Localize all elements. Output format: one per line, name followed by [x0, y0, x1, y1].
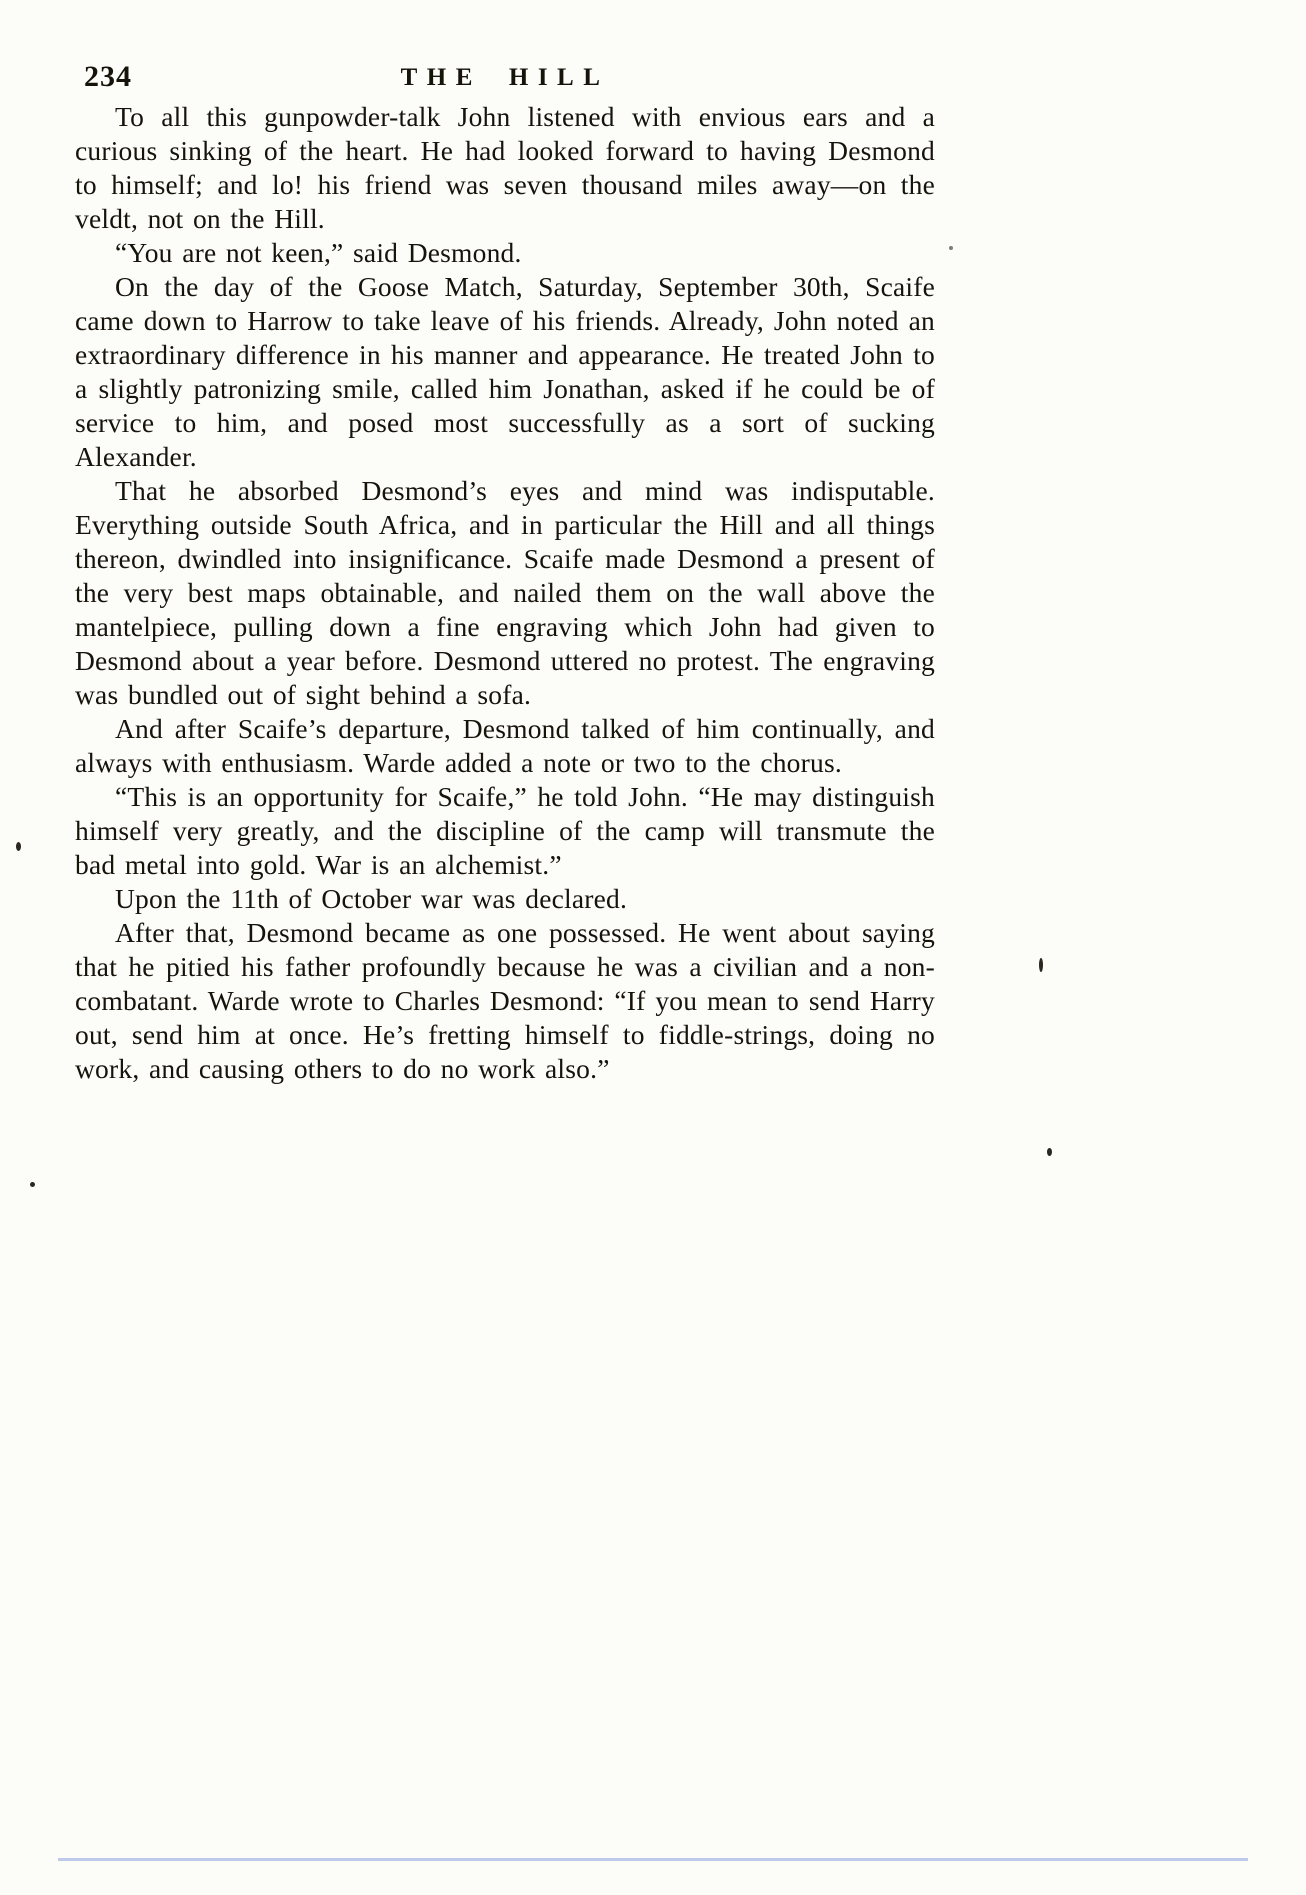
scan-artifact [16, 842, 21, 851]
scan-artifact [1039, 958, 1043, 972]
scan-artifact [30, 1182, 35, 1187]
paragraph: That he absorbed Desmond’s eyes and mind was indisputable. Everything outside South Africa, and in particular the Hill and all things thereon, dwindled into insignificance. Scaife made Desmond a present of the very best maps obtainable, and nailed them on the wall above the mantelpiece, pulling down a fine engraving which John had given to Desmond about a year before. Desmond uttered no protest. The engraving was bundled out of sight behind a sofa. [75, 475, 935, 710]
paragraph: And after Scaife’s departure, Desmond talked of him continually, and always with enthusiasm. Warde added a note or two to the chorus. [75, 713, 935, 778]
paragraph: “This is an opportunity for Scaife,” he told John. “He may distinguish himself very greatly, and the discipline of the camp will transmute the bad metal into gold. War is an alchemist.” [75, 781, 935, 880]
scanner-line-artifact [58, 1858, 1248, 1861]
scan-artifact [949, 246, 953, 250]
paragraph: To all this gunpowder-talk John listened with envious ears and a curious sinking of the heart. He had looked forward to having Desmond to himself; and lo! his friend was seven thousand miles away—on the veldt, not on the Hill. [75, 101, 935, 234]
scan-artifact [1047, 1148, 1052, 1156]
page-body [75, 100, 935, 1086]
running-title: THE HILL [400, 64, 610, 91]
paragraph: Upon the 11th of October war was declared. [115, 883, 628, 914]
paragraph: On the day of the Goose Match, Saturday, September 30th, Scaife came down to Harrow to take leave of his friends. Already, John noted an extraordinary difference in his manner and appearance. He treated John to a slightly patronizing smile, called him Jonathan, asked if he could be of service to him, and posed most successfully as a sort of sucking Alexander. [75, 271, 935, 472]
paragraph: “You are not keen,” said Desmond. [115, 237, 522, 268]
page-number: 234 [84, 60, 132, 93]
paragraph: After that, Desmond became as one possessed. He went about saying that he pitied his father profoundly because he was a civilian and a non-combatant. Warde wrote to Charles Desmond: “If you mean to send Harry out, send him at once. He’s fretting himself to fiddle-strings, doing no work, and causing others to do no work also.” [75, 917, 935, 1084]
